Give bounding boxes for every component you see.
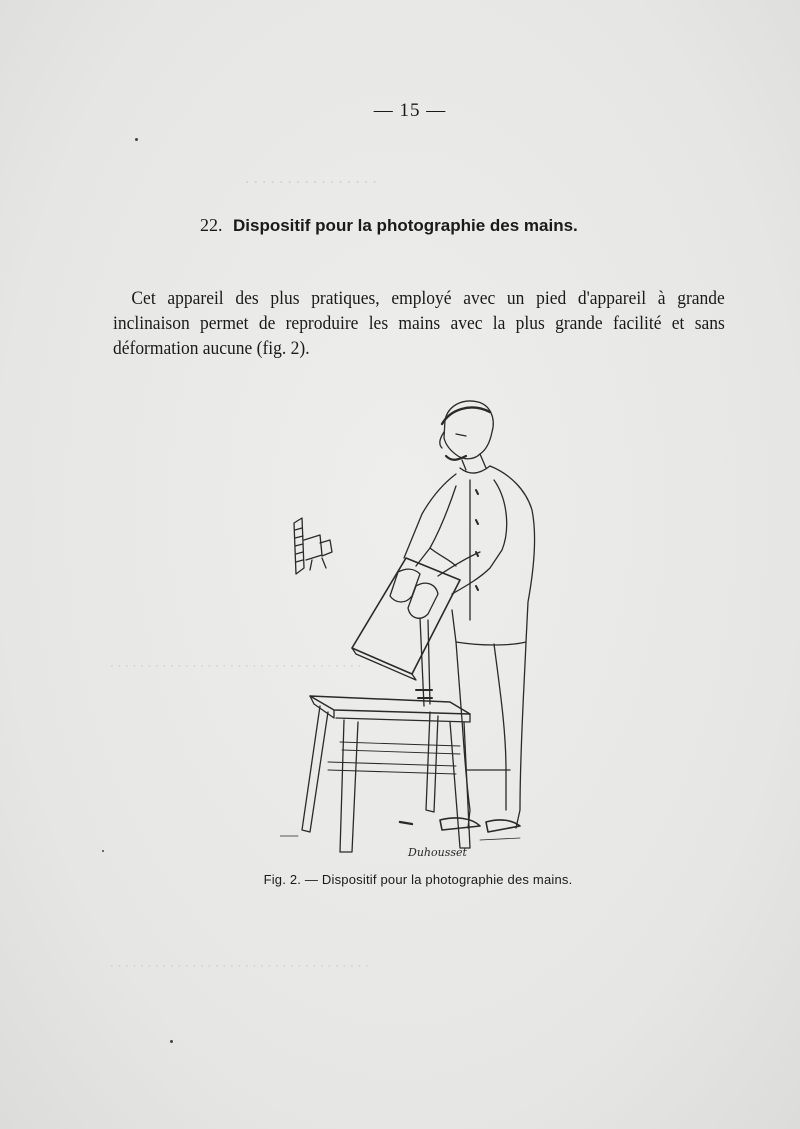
speck <box>135 138 138 141</box>
page-number: — 15 — <box>373 100 447 121</box>
show-through-text: . . . . . . . . . . . . . . . . . . . . . . . . . . . . . . . . . . . <box>110 961 369 977</box>
figure-caption: Fig. 2. — Dispositif pour la photographie des mains. <box>263 872 573 887</box>
hands-photography-illustration <box>280 390 550 870</box>
figure-illustration <box>280 390 550 870</box>
show-through-text: . . . . . . . . . . . . . . . . . . . . . . . . . . . . . . . . . . <box>110 661 362 677</box>
body-paragraph: Cet appareil des plus pratiques, employé avec un pied d'appareil à grande inclinaison permet de reproduire les mains avec la plus grande facilité et sans déformation aucune (fig. 2). <box>113 288 725 359</box>
camera-icon <box>294 518 332 574</box>
artist-signature: Duhousset <box>408 846 467 859</box>
speck <box>170 1040 173 1043</box>
section-number: 22. <box>200 215 223 235</box>
show-through-text: . . . . . . . . . . . . . . . . <box>245 177 377 196</box>
speck <box>102 850 104 852</box>
section-title: Dispositif pour la photographie des mains. <box>233 216 578 235</box>
section-heading <box>200 215 578 236</box>
